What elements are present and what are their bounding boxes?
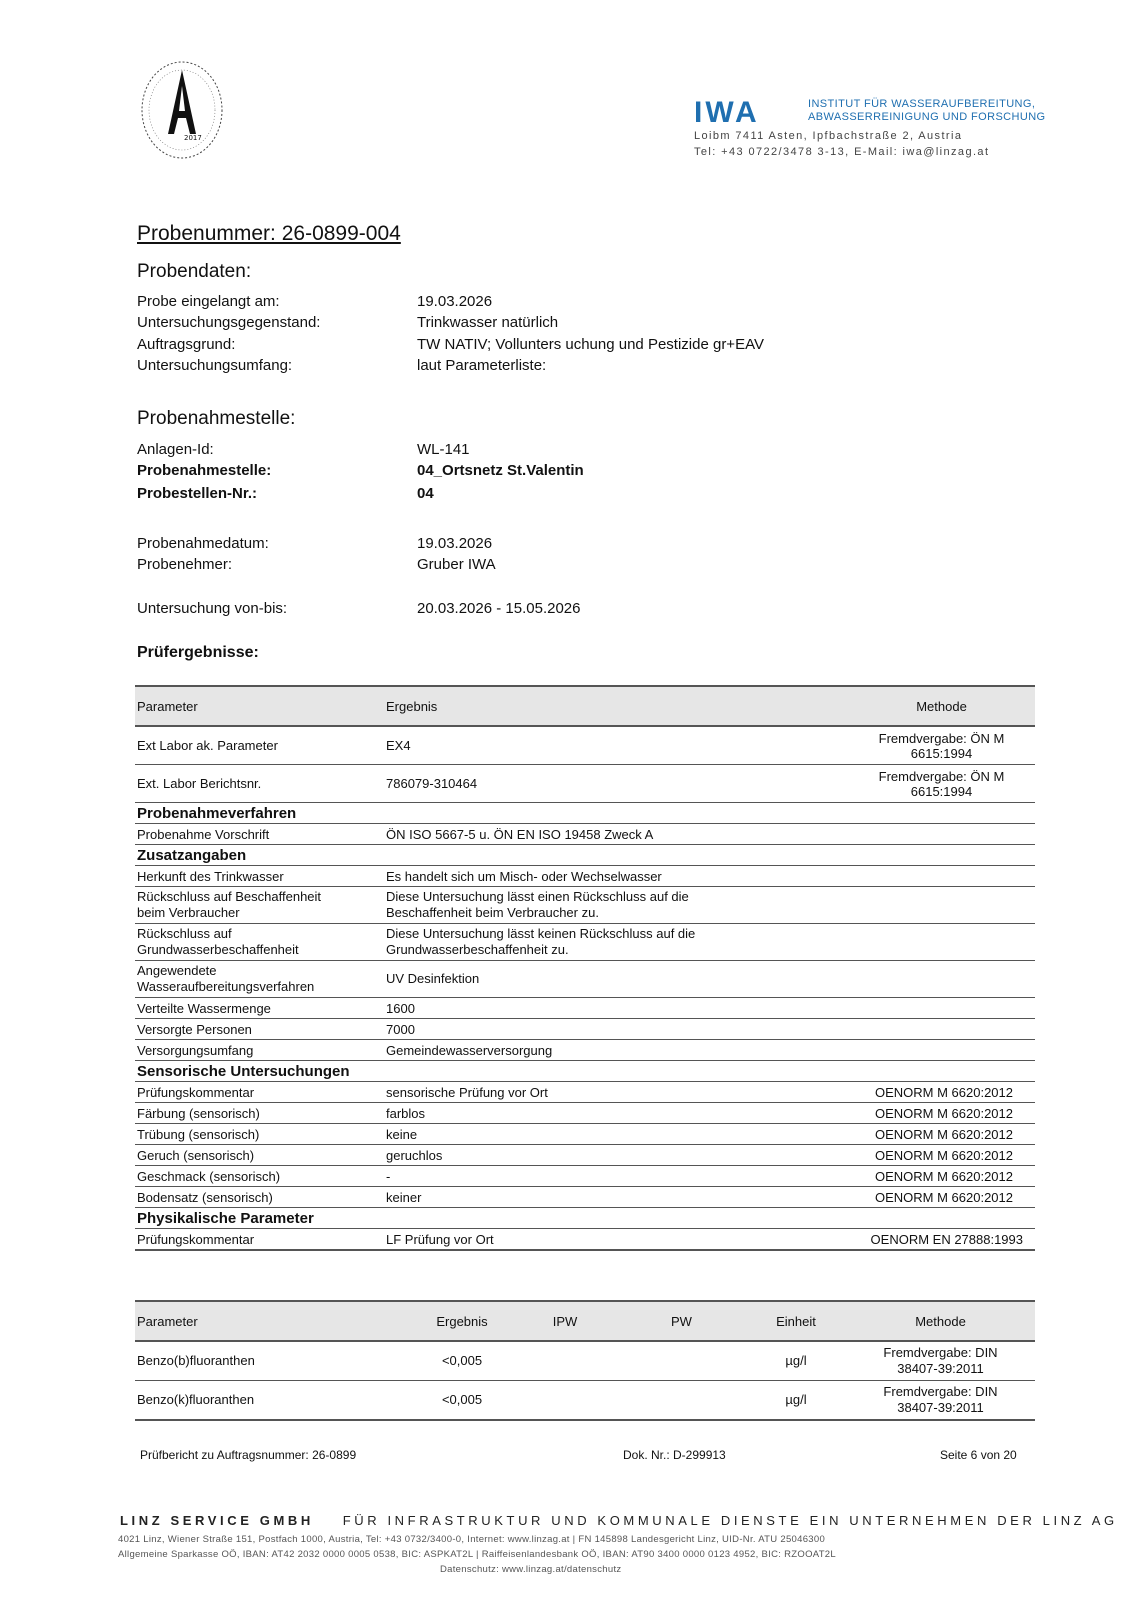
company-description: FÜR INFRASTRUKTUR UND KOMMUNALE DIENSTE EIN UNTERNEHMEN DER LINZ AG	[342, 1513, 1118, 1528]
probenehmer-value: Gruber IWA	[417, 556, 496, 573]
probestellen-nr-value: 04	[417, 485, 434, 502]
footer-fine-print-3: Datenschutz: www.linzag.at/datenschutz	[440, 1564, 622, 1575]
company-line	[120, 1513, 1118, 1528]
methode-line-1: Fremdvergabe: DIN	[883, 1345, 998, 1360]
table-row	[135, 726, 1035, 765]
cell-methode: OENORM M 6620:2012	[848, 1124, 1035, 1145]
cell-methode	[848, 765, 1035, 803]
cell-ipw	[513, 1341, 617, 1381]
section-probenahmeverfahren: Probenahmeverfahren	[135, 803, 1035, 824]
cell-ergebnis	[384, 887, 1035, 924]
header-parameter: Parameter	[135, 686, 384, 726]
methode-line-2: 38407-39:2011	[897, 1400, 984, 1415]
footer-fine-print-1: 4021 Linz, Wiener Straße 151, Postfach 1000, Austria, Tel: +43 0732/3400-0, Internet: www.linzag.at | FN 145898 Landesgericht Linz, UID-Nr. ATU 25046300	[118, 1534, 826, 1545]
cell-ergebnis: keine	[384, 1124, 848, 1145]
param-line-2: beim Verbraucher	[137, 905, 240, 920]
section-row	[135, 845, 1035, 866]
cell-parameter	[135, 924, 384, 961]
table-row	[135, 765, 1035, 803]
cell-ergebnis: -	[384, 1166, 848, 1187]
param-line-1: Angewendete	[137, 963, 217, 978]
table-row	[135, 924, 1035, 961]
cell-ergebnis: ÖN ISO 5667-5 u. ÖN EN ISO 19458 Zweck A	[384, 824, 1035, 845]
cell-parameter	[135, 887, 384, 924]
cell-parameter	[135, 961, 384, 998]
ergebnis-line-1: Diese Untersuchung lässt keinen Rückschluss auf die	[386, 926, 696, 941]
table-row	[135, 887, 1035, 924]
section-physikalisch: Physikalische Parameter	[135, 1208, 1035, 1229]
anlagen-id-label: Anlagen-Id:	[137, 441, 214, 458]
probenehmer-label: Probenehmer:	[137, 556, 233, 573]
institute-name	[808, 98, 1046, 124]
footer-dok-nr: Dok. Nr.: D-299913	[623, 1448, 726, 1462]
cell-methode: OENORM M 6620:2012	[848, 1145, 1035, 1166]
table-row	[135, 1082, 1035, 1103]
cell-ergebnis: Gemeindewasserversorgung	[384, 1040, 1035, 1061]
ergebnis-line-1: Diese Untersuchung lässt einen Rückschluss auf die	[386, 889, 689, 904]
table-header-row	[135, 686, 1035, 726]
probestellen-nr-label: Probestellen-Nr.:	[137, 485, 258, 502]
param-line-1: Rückschluss auf	[137, 926, 232, 941]
kv-value: laut Parameterliste:	[417, 357, 547, 374]
parameter-table	[135, 1300, 1035, 1421]
kv-label: Untersuchungsumfang:	[137, 357, 293, 374]
methode-line-2: 6615:1994	[910, 783, 973, 799]
cell-parameter: Probenahme Vorschrift	[135, 824, 384, 845]
table-row	[135, 866, 1035, 887]
ergebnis-line-2: Beschaffenheit beim Verbraucher zu.	[386, 905, 599, 920]
probenahmedatum-label: Probenahmedatum:	[137, 535, 269, 552]
cell-ergebnis: LF Prüfung vor Ort	[384, 1229, 848, 1251]
cell-methode: OENORM M 6620:2012	[848, 1103, 1035, 1124]
table-row	[135, 1187, 1035, 1208]
table-row	[135, 1040, 1035, 1061]
methode-line-1: Fremdvergabe: DIN	[883, 1384, 998, 1399]
table-row	[135, 1341, 1035, 1381]
header-methode: Methode	[848, 686, 1035, 726]
cell-parameter: Prüfungskommentar	[135, 1082, 384, 1103]
ergebnis-line-2: Grundwasserbeschaffenheit zu.	[386, 942, 569, 957]
institute-address	[694, 128, 989, 160]
footer-fine-print-2: Allgemeine Sparkasse OÖ, IBAN: AT42 2032 0000 0005 0538, BIC: ASPKAT2L | Raiffeisenlandesbank OÖ, IBAN: AT90 3400 0000 0123 4952, BIC: RZOOAT2L	[118, 1549, 836, 1560]
cell-ergebnis: EX4	[384, 726, 848, 765]
methode-line-1: Fremdvergabe: ÖN M	[878, 768, 1005, 784]
kv-label: Probe eingelangt am:	[137, 293, 280, 310]
table-row	[135, 1229, 1035, 1251]
table-header-row	[135, 1301, 1035, 1341]
cell-ergebnis: 7000	[384, 1019, 1035, 1040]
cell-ipw	[513, 1381, 617, 1421]
kv-value: TW NATIV; Vollunters uchung und Pestizide gr+EAV	[417, 336, 764, 353]
page-title: Probenummer: 26-0899-004	[137, 222, 401, 245]
accreditation-seal	[138, 56, 226, 164]
header-pw: PW	[617, 1301, 746, 1341]
cell-methode: OENORM M 6620:2012	[848, 1187, 1035, 1208]
probenahmestelle-heading: Probenahmestelle:	[137, 408, 296, 429]
cell-parameter: Verteilte Wassermenge	[135, 998, 384, 1019]
cell-ergebnis: geruchlos	[384, 1145, 848, 1166]
cell-methode: OENORM M 6620:2012	[848, 1166, 1035, 1187]
pruefergebnisse-heading: Prüfergebnisse:	[137, 644, 259, 661]
table-row	[135, 1381, 1035, 1421]
probendaten-heading: Probendaten:	[137, 261, 252, 282]
cell-parameter: Versorgungsumfang	[135, 1040, 384, 1061]
header-parameter: Parameter	[135, 1301, 411, 1341]
table-row	[135, 1124, 1035, 1145]
cell-parameter: Trübung (sensorisch)	[135, 1124, 384, 1145]
cell-ergebnis: keiner	[384, 1187, 848, 1208]
cell-parameter: Benzo(k)fluoranthen	[135, 1381, 411, 1421]
header-ipw: IPW	[513, 1301, 617, 1341]
anlagen-id-value: WL-141	[417, 441, 470, 458]
section-row	[135, 803, 1035, 824]
cell-parameter: Ext Labor ak. Parameter	[135, 726, 384, 765]
cell-parameter: Bodensatz (sensorisch)	[135, 1187, 384, 1208]
institute-line-2: ABWASSERREINIGUNG UND FORSCHUNG	[808, 111, 1046, 123]
seal-year: 2017	[184, 134, 202, 142]
cell-ergebnis: 1600	[384, 998, 1035, 1019]
iwa-logo: IWA	[694, 96, 760, 129]
cell-parameter: Ext. Labor Berichtsnr.	[135, 765, 384, 803]
footer-bericht: Prüfbericht zu Auftragsnummer: 26-0899	[140, 1448, 357, 1462]
methode-line-2: 38407-39:2011	[897, 1361, 984, 1376]
header-methode: Methode	[846, 1301, 1035, 1341]
cell-ergebnis: 786079-310464	[384, 765, 848, 803]
address-line-2: Tel: +43 0722/3478 3-13, E-Mail: iwa@linzag.at	[694, 146, 990, 158]
table-row	[135, 1103, 1035, 1124]
methode-line-1: Fremdvergabe: ÖN M	[878, 730, 1005, 746]
table-row	[135, 1145, 1035, 1166]
cell-ergebnis: <0,005	[411, 1341, 513, 1381]
table-row	[135, 1019, 1035, 1040]
cell-methode	[846, 1341, 1035, 1381]
institute-line-1: INSTITUT FÜR WASSERAUFBEREITUNG,	[808, 98, 1036, 110]
cell-ergebnis: sensorische Prüfung vor Ort	[384, 1082, 848, 1103]
cell-parameter: Geschmack (sensorisch)	[135, 1166, 384, 1187]
cell-ergebnis	[384, 924, 1035, 961]
table-row	[135, 824, 1035, 845]
table-row	[135, 961, 1035, 998]
cell-methode	[846, 1381, 1035, 1421]
cell-methode: OENORM EN 27888:1993	[848, 1229, 1035, 1251]
cell-parameter: Versorgte Personen	[135, 1019, 384, 1040]
table-row	[135, 998, 1035, 1019]
cell-parameter: Prüfungskommentar	[135, 1229, 384, 1251]
section-sensorisch: Sensorische Untersuchungen	[135, 1061, 1035, 1082]
param-line-1: Rückschluss auf Beschaffenheit	[137, 889, 322, 904]
section-row	[135, 1208, 1035, 1229]
cell-pw	[617, 1381, 746, 1421]
cell-parameter: Benzo(b)fluoranthen	[135, 1341, 411, 1381]
cell-ergebnis: <0,005	[411, 1381, 513, 1421]
untersuchung-zeitraum-label: Untersuchung von-bis:	[137, 600, 288, 617]
header-ergebnis: Ergebnis	[384, 686, 848, 726]
results-table	[135, 685, 1035, 1251]
param-line-2: Wasseraufbereitungsverfahren	[137, 979, 315, 994]
probenahmestelle-value: 04_Ortsnetz St.Valentin	[417, 462, 584, 479]
param-line-2: Grundwasserbeschaffenheit	[137, 942, 299, 957]
cell-ergebnis: UV Desinfektion	[384, 961, 1035, 998]
cell-methode	[848, 726, 1035, 765]
address-line-1: Loibm 7411 Asten, Ipfbachstraße 2, Austria	[694, 130, 963, 142]
cell-parameter: Herkunft des Trinkwasser	[135, 866, 384, 887]
cell-einheit: µg/l	[746, 1341, 846, 1381]
cell-ergebnis: Es handelt sich um Misch- oder Wechselwasser	[384, 866, 1035, 887]
header-ergebnis: Ergebnis	[411, 1301, 513, 1341]
kv-value: Trinkwasser natürlich	[417, 314, 559, 331]
cell-ergebnis: farblos	[384, 1103, 848, 1124]
probenahmestelle-label: Probenahmestelle:	[137, 462, 272, 479]
probenahmedatum-value: 19.03.2026	[417, 535, 493, 552]
footer-page-number: Seite 6 von 20	[940, 1448, 1017, 1462]
table-row	[135, 1166, 1035, 1187]
kv-value: 19.03.2026	[417, 293, 493, 310]
cell-parameter: Geruch (sensorisch)	[135, 1145, 384, 1166]
cell-einheit: µg/l	[746, 1381, 846, 1421]
cell-pw	[617, 1341, 746, 1381]
header-einheit: Einheit	[746, 1301, 846, 1341]
methode-line-2: 6615:1994	[910, 745, 973, 761]
untersuchung-zeitraum-value: 20.03.2026 - 15.05.2026	[417, 600, 581, 617]
cell-parameter: Färbung (sensorisch)	[135, 1103, 384, 1124]
kv-label: Untersuchungsgegenstand:	[137, 314, 321, 331]
company-name: LINZ SERVICE GMBH	[120, 1513, 314, 1528]
section-row	[135, 1061, 1035, 1082]
cell-methode: OENORM M 6620:2012	[848, 1082, 1035, 1103]
section-zusatzangaben: Zusatzangaben	[135, 845, 1035, 866]
kv-label: Auftragsgrund:	[137, 336, 236, 353]
